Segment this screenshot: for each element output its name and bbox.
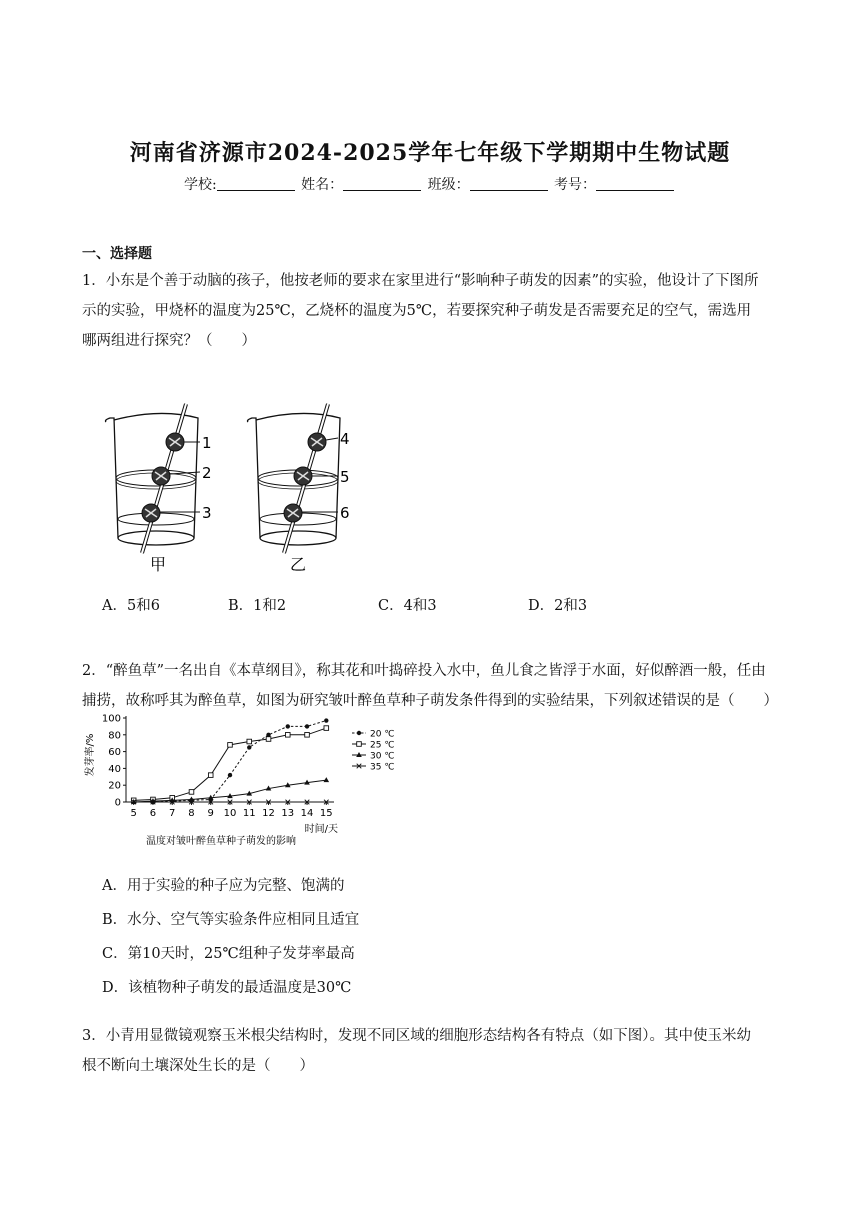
x-tick-label: 9 [207,808,214,819]
data-point [324,726,329,731]
name-blank[interactable] [343,176,421,191]
data-point [305,724,309,728]
class-blank[interactable] [470,176,548,191]
beaker-caption-jia: 甲 [150,555,167,574]
data-point [189,790,194,795]
student-info-line [0,174,860,194]
x-tick-label: 7 [169,808,176,819]
option-a[interactable]: A．5和6 [102,598,160,614]
series-0 [132,718,329,804]
germination-chart [80,705,410,855]
data-point [266,737,271,742]
question-1-text [82,266,782,356]
option-d[interactable]: D．该植物种子萌发的最适温度是30℃ [102,980,352,996]
option-a[interactable]: A．用于实验的种子应为完整、饱满的 [102,878,345,894]
question-3-line: 3．小青用显微镜观察玉米根尖结构时，发现不同区域的细胞形态结构各有特点（如下图）。其中使玉米幼 [82,1028,751,1044]
legend-label: 30 ℃ [370,751,395,762]
chart-xlabel: 时间/天 [304,824,338,835]
legend-marker [357,731,361,735]
chart-ylabel: 发芽率/% [85,733,96,777]
series-line [134,721,327,802]
data-point [324,718,328,722]
class-label: 班级： [427,177,470,193]
data-point [228,743,233,748]
beaker-figure [100,398,380,578]
seed-label-5: 5 [340,468,350,486]
question-3-text [82,1021,782,1081]
seed-label-2: 2 [202,464,212,482]
x-tick-label: 8 [188,808,195,819]
x-tick-label: 13 [281,808,295,819]
data-point [208,773,213,778]
y-tick-label: 100 [101,713,121,725]
question-1-line: 1．小东是个善于动脑的孩子，他按老师的要求在家里进行“影响种子萌发的因素”的实验，他设计了下图所 [82,273,759,289]
x-tick-label: 11 [242,808,256,819]
x-tick-label: 14 [300,808,314,819]
y-tick-label: 40 [108,763,121,775]
beaker-yi [248,404,350,574]
seed-label-4: 4 [340,430,350,448]
question-1-line: 哪两组进行探究？（ ） [82,333,256,349]
option-c[interactable]: C．第10天时，25℃组种子发芽率最高 [102,946,355,962]
legend-label: 20 ℃ [370,729,395,740]
option-d[interactable]: D．2和3 [528,598,588,614]
question-2-options [102,876,359,1012]
series-line [134,728,327,800]
beaker-caption-yi: 乙 [290,555,307,574]
exam-no-blank[interactable] [596,176,674,191]
series-1 [131,726,328,803]
data-point [305,733,310,738]
data-point [228,773,232,777]
question-2-line: 2．“醉鱼草”一名出自《本草纲目》，称其花和叶捣碎投入水中，鱼儿食之皆浮于水面，好似醉酒一般，任由 [82,663,766,679]
x-tick-label: 15 [319,808,333,819]
data-point [286,724,290,728]
y-tick-label: 60 [108,747,121,759]
data-point [247,739,252,744]
page-title: 河南省济源市2024-2025学年七年级下学期期中生物试题 [129,140,731,166]
option-b[interactable]: B．1和2 [228,598,287,614]
option-b[interactable]: B．水分、空气等实验条件应相同且适宜 [102,912,360,928]
data-point [285,733,290,738]
y-tick-label: 20 [108,780,121,792]
x-tick-label: 10 [223,808,237,819]
exam-no-label: 考号： [554,177,597,193]
name-label: 姓名： [301,177,344,193]
question-3-line: 根不断向土壤深处生长的是（ ） [82,1058,314,1074]
data-point [323,777,329,782]
y-tick-label: 80 [108,730,121,742]
legend-label: 35 ℃ [370,762,395,773]
x-tick-label: 5 [130,808,137,819]
legend-label: 25 ℃ [370,740,395,751]
question-1-line: 示的实验，甲烧杯的温度为25℃，乙烧杯的温度为5℃，若要探究种子萌发是否需要充足的空气，需选用 [82,303,752,319]
seed-label-1: 1 [202,434,212,452]
x-tick-label: 12 [262,808,275,819]
option-c[interactable]: C．4和3 [378,598,437,614]
chart-title: 温度对皱叶醉鱼草种子萌发的影响 [146,836,296,847]
legend-marker [357,742,362,747]
series-2 [131,777,329,804]
data-point [247,745,251,749]
section-heading: 一、选择题 [82,246,152,262]
school-blank[interactable] [217,176,295,191]
school-label: 学校: [183,177,217,193]
seed-label-3: 3 [202,504,212,522]
y-tick-label: 0 [114,797,121,809]
x-tick-label: 6 [149,808,157,819]
seed-label-6: 6 [340,504,350,522]
beaker-jia [106,404,212,574]
question-2-line: 捕捞，故称呼其为醉鱼草，如图为研究皱叶醉鱼草种子萌发条件得到的实验结果，下列叙述错误的是（ ） [82,693,778,709]
